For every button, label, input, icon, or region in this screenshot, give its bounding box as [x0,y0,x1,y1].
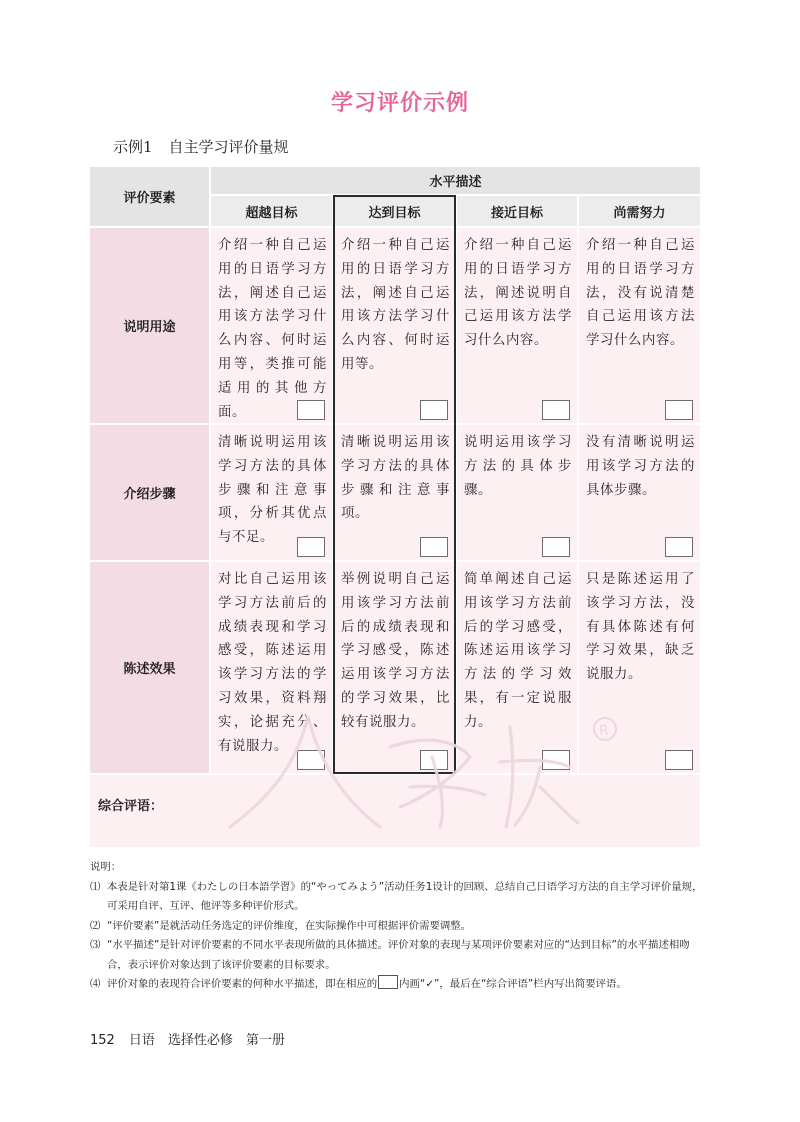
summary-row[interactable] [90,775,700,847]
level-header-meet: 达到目标 [334,196,455,226]
page-footer [90,1029,285,1048]
cell-text: 简单阐述自己运用该学习方法前后的学习感受，陈述运用该学习方法的学习效果，有一定说服力。 [464,572,572,730]
checkbox[interactable] [297,537,325,557]
page-number: 152 [90,1033,115,1048]
checkbox[interactable] [420,537,448,557]
criterion-label: 介绍步骤 [90,425,209,560]
note-number: ⑶ [90,939,101,951]
svg-text:R: R [599,723,609,739]
level-header-approach: 接近目标 [457,196,577,226]
rubric-cell [334,425,455,560]
note-text [107,975,710,995]
rubric-cell [334,562,455,773]
note-text-after: 内画“✓”，最后在“综合评语”栏内写出简要评语。 [399,978,627,990]
checkbox[interactable] [542,750,570,770]
notes-heading: 说明： [90,861,122,873]
checkbox[interactable] [297,750,325,770]
cell-text: 说明运用该学习方法的具体步骤。 [464,435,572,498]
note-item [90,975,710,995]
rubric-cell [211,562,332,773]
note-item [90,878,710,917]
note-number: ⑴ [90,880,101,893]
cell-text: 介绍一种自己运用的日语学习方法，阐述说明自己运用该方法学习什么内容。 [464,238,572,349]
note-text: 本表是针对第1课《わたしの日本語学習》的“やってみよう”活动任务1设计的回顾、总结自己日语学习方法的自主学习评价量规，可采用自评、互评、他评等多种评价形式。 [107,880,703,912]
note-text: “水平描述”是针对评价要素的不同水平表现所做的具体描述。评价对象的表现与某项评价要素对应的“达到目标”的水平描述相吻合，表示评价对象达到了该评价要素的目标要求。 [107,939,690,971]
cell-text: 介绍一种自己运用的日语学习方法，阐述自己运用该方法学习什么内容、何时运用等。 [341,238,450,372]
checkbox[interactable] [420,750,448,770]
page-title: 学习评价示例 [330,91,469,116]
rubric-cell [579,425,700,560]
level-group-header: 水平描述 [211,167,700,194]
cell-text: 清晰说明运用该学习方法的具体步骤和注意事项。 [341,435,450,522]
cell-text: 对比自己运用该学习方法前后的成绩表现和学习感受，陈述运用该学习方法的学习效果，资料翔实，论据充分、有说服力。 [218,572,327,754]
checkbox[interactable] [420,400,448,420]
checkbox[interactable] [665,537,693,557]
rubric-cell [211,228,332,423]
criteria-header: 评价要素 [90,167,209,226]
criterion-label: 说明用途 [90,228,209,423]
checkbox[interactable] [665,750,693,770]
cell-text: 清晰说明运用该学习方法的具体步骤和注意事项，分析其优点与不足。 [218,435,327,546]
rubric-cell [579,562,700,773]
rubric-cell [457,228,577,423]
note-item [90,936,710,975]
checkbox[interactable] [665,400,693,420]
level-header-exceed: 超越目标 [211,196,332,226]
cell-text: 介绍一种自己运用的日语学习方法，阐述自己运用该方法学习什么内容、何时运用等，类推可能适用的其他方面。 [218,238,327,420]
rubric-cell [579,228,700,423]
note-text-before: 评价对象的表现符合评价要素的何种水平描述，即在相应的 [107,978,378,990]
rubric-cell [457,425,577,560]
note-number: ⑷ [90,978,101,990]
note-item [90,917,710,937]
summary-label: 综合评语： [98,799,164,814]
checkbox[interactable] [542,400,570,420]
example-label: 示例1 [113,138,153,156]
notes-section [90,858,710,995]
cell-text: 介绍一种自己运用的日语学习方法，没有说清楚自己运用该方法学习什么内容。 [586,238,695,349]
note-number: ⑵ [90,919,101,932]
checkbox-sample-icon [378,975,398,989]
criterion-label: 陈述效果 [90,562,209,773]
checkbox[interactable] [297,400,325,420]
rubric-cell [334,228,455,423]
example-heading [113,136,289,157]
example-title: 自主学习评价量规 [168,138,289,156]
evaluation-rubric-table [90,167,700,847]
cell-text: 只是陈述运用了该学习方法，没有具体陈述有何学习效果，缺乏说服力。 [586,572,695,683]
checkbox[interactable] [542,537,570,557]
cell-text: 举例说明自己运用该学习方法前后的成绩表现和学习感受，陈述运用该学习方法的学习效果，比较有说服力。 [341,572,450,730]
book-title: 日语 选择性必修 第一册 [128,1033,285,1048]
cell-text: 没有清晰说明运用该学习方法的具体步骤。 [586,435,695,498]
rubric-cell [211,425,332,560]
level-header-needs-work: 尚需努力 [579,196,700,226]
rubric-cell [457,562,577,773]
note-text: “评价要素”是就活动任务选定的评价维度，在实际操作中可根据评价需要调整。 [107,919,472,932]
